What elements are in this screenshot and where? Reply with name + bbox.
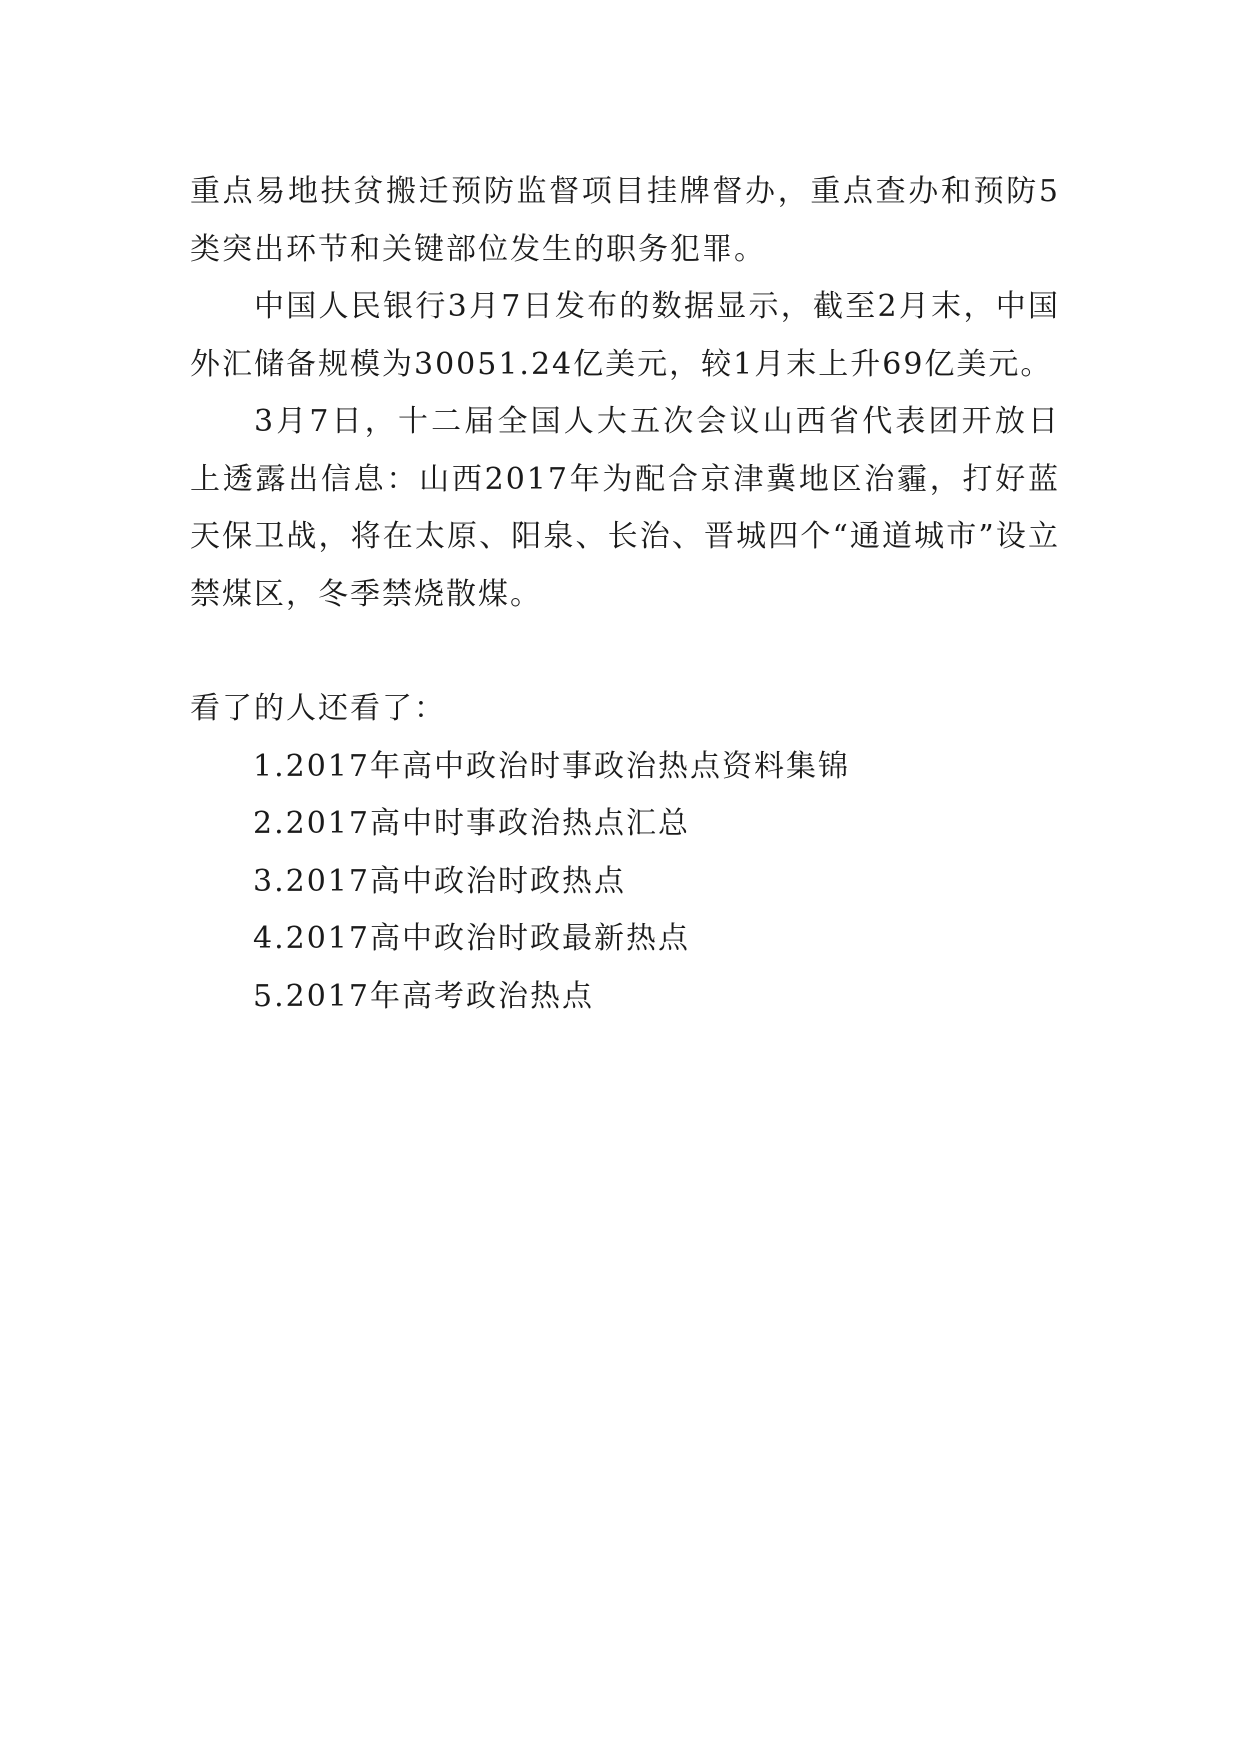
paragraph-forex-reserves: 中国人民银行3月7日发布的数据显示，截至2月末，中国外汇储备规模为30051.24亿美元，较1月末上升69亿美元。	[190, 289, 1060, 382]
related-link-2[interactable]: 2.2017高中时事政治热点汇总	[253, 806, 690, 841]
related-list	[190, 738, 1060, 1026]
paragraph-shanxi-coal-ban: 3月7日，十二届全国人大五次会议山西省代表团开放日上透露出信息：山西2017年为配合京津冀地区治霾，打好蓝天保卫战，将在太原、阳泉、长治、晋城四个“通道城市”设立禁煤区，冬季禁烧散煤。	[190, 404, 1060, 612]
related-link-1[interactable]: 1.2017年高中政治时事政治热点资料集锦	[253, 748, 850, 784]
related-item-4	[190, 910, 1060, 968]
related-item-3	[190, 853, 1060, 911]
related-link-3[interactable]: 3.2017高中政治时政热点	[253, 863, 626, 899]
related-link-5[interactable]: 5.2017年高考政治热点	[253, 978, 594, 1014]
related-heading: 看了的人还看了：	[190, 691, 446, 726]
related-link-4[interactable]: 4.2017高中政治时政最新热点	[253, 921, 690, 956]
document-body	[190, 163, 1060, 1025]
paragraph-continuation: 重点易地扶贫搬迁预防监督项目挂牌督办，重点查办和预防5类突出环节和关键部位发生的职务犯罪。	[190, 174, 1060, 267]
related-item-1	[190, 738, 1060, 796]
related-item-5	[190, 968, 1060, 1026]
related-item-2	[190, 795, 1060, 853]
section-spacer	[190, 623, 1060, 680]
